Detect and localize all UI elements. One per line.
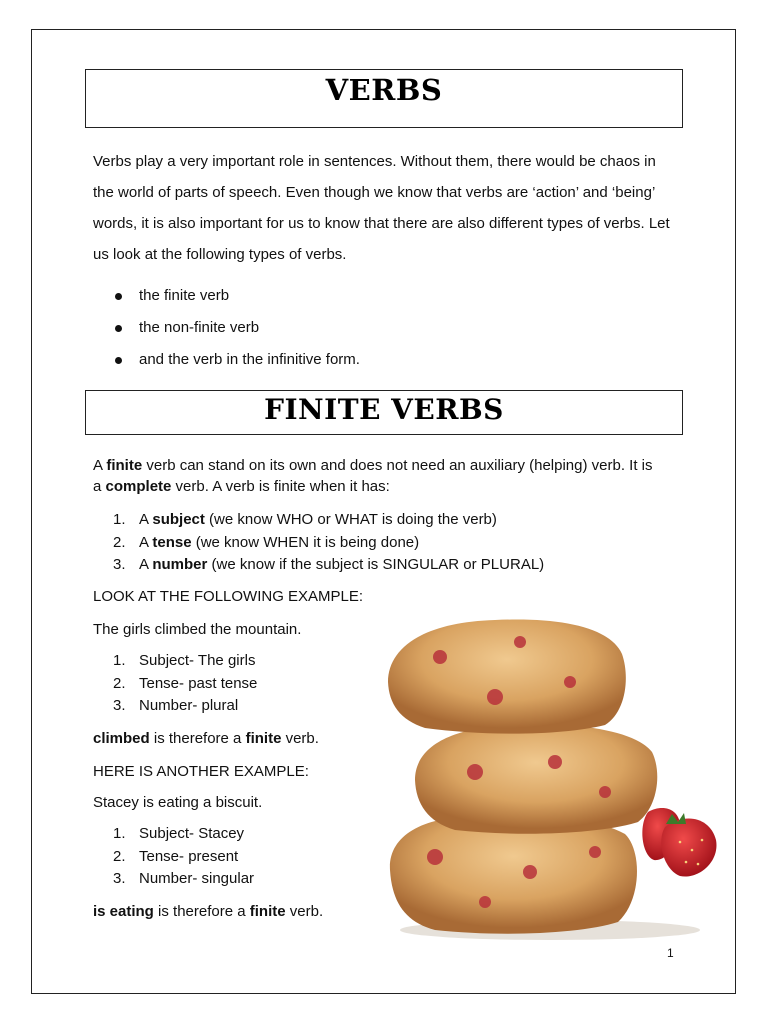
page-number: 1 <box>667 946 674 960</box>
criteria-list <box>113 509 544 577</box>
list-item: the finite verb <box>113 280 360 312</box>
example-conclusion: climbed is therefore a finite verb. <box>93 730 319 747</box>
example-heading: HERE IS ANOTHER EXAMPLE: <box>93 763 309 780</box>
list-item: 1. Subject- Stacey <box>113 825 245 842</box>
list-item: 1. Subject- The girls <box>113 652 256 669</box>
list-item: 1. A subject (we know WHO or WHAT is doing the verb) <box>113 511 497 528</box>
example-list <box>113 650 257 718</box>
example-list <box>113 823 254 891</box>
list-item: and the verb in the infinitive form. <box>113 344 360 376</box>
example-sentence: Stacey is eating a biscuit. <box>93 794 263 811</box>
example-conclusion: is eating is therefore a finite verb. <box>93 903 324 920</box>
list-item: 3. Number- plural <box>113 697 239 714</box>
example-sentence: The girls climbed the mountain. <box>93 621 302 638</box>
list-item: 3. Number- singular <box>113 870 255 887</box>
list-item: 2. A tense (we know WHEN it is being done) <box>113 533 420 551</box>
list-item: 2. Tense- past tense <box>113 674 258 692</box>
example-heading: LOOK AT THE FOLLOWING EXAMPLE: <box>93 588 364 605</box>
list-item: the non-finite verb <box>113 312 360 344</box>
definition-paragraph: A finite verb can stand on its own and does not need an auxiliary (helping) verb. It is a complete verb. A verb is finite when it has: <box>93 457 653 495</box>
bullet-icon <box>115 357 122 364</box>
verb-types-list <box>113 280 360 376</box>
intro-paragraph: Verbs play a very important role in sentences. Without them, there would be chaos in the world of parts of speech. Even though we know that verbs are ‘action’ and ‘being’ words, it is also important for us to know that there are also different types of verbs. Let us look at the following types of verbs. <box>93 153 670 263</box>
stacked-scones-icon <box>380 612 725 942</box>
bullet-icon <box>115 325 122 332</box>
list-item: 2. Tense- present <box>113 847 239 865</box>
list-item: 3. A number (we know if the subject is SINGULAR or PLURAL) <box>113 556 545 573</box>
bullet-icon <box>115 293 122 300</box>
page-title: VERBS <box>85 69 683 128</box>
section-title: FINITE VERBS <box>85 390 683 435</box>
